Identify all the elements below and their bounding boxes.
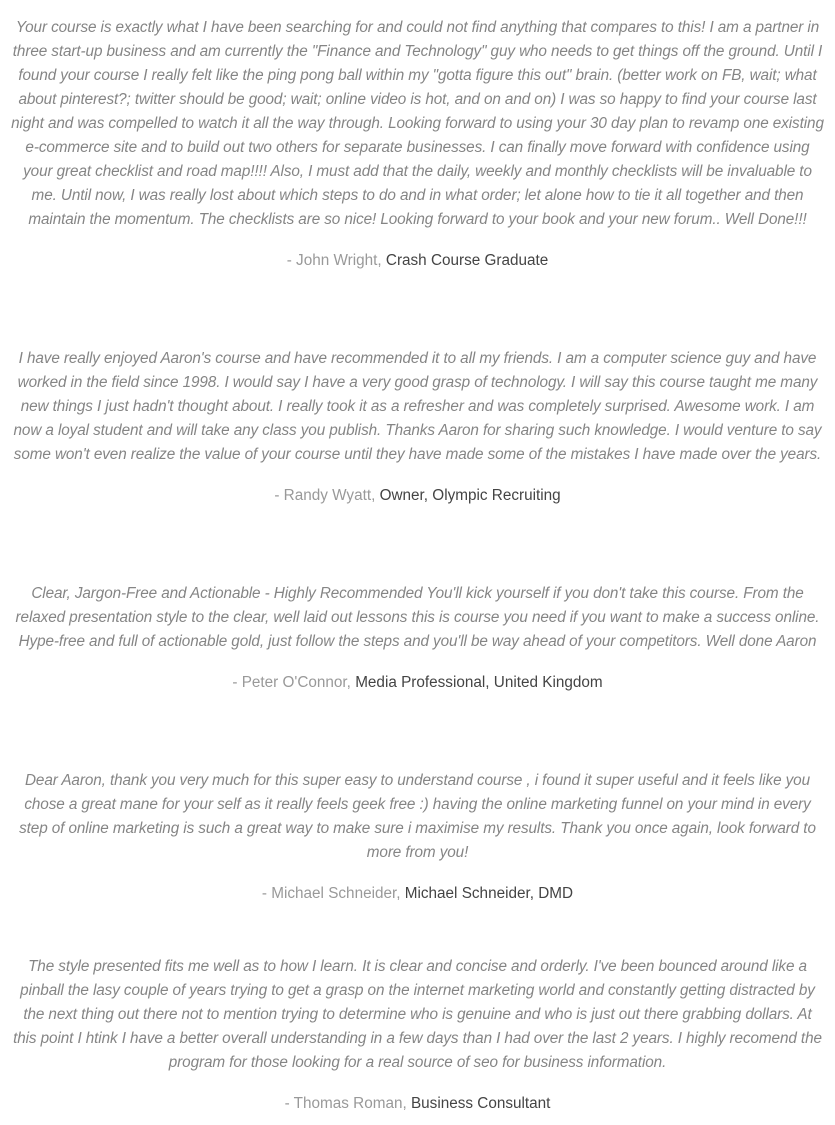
testimonial-attribution xyxy=(10,1092,825,1116)
testimonial-author: - Michael Schneider, xyxy=(261,885,405,902)
testimonial-item xyxy=(10,347,825,582)
testimonial-quote: Your course is exactly what I have been searching for and could not find anything that compares to this! I am a partner in three start-up business and am currently the "Finance and Technology" guy who needs to get things off the ground. Until I found your course I really felt like the ping pong ball within my "gotta figure this out" brain. (better work on FB, wait; what about pinterest?; twitter should be good; wait; online video is hot, and on and on) I was so happy to find your course last night and was compelled to watch it all the way through. Looking forward to using your 30 day plan to revamp one existing e-commerce site and to build out two others for separate businesses. I can finally move forward with confidence using your great checklist and road map!!!! Also, I must add that the daily, weekly and monthly checklists will be invaluable to me. Until now, I was really lost about which steps to do and in what order; let alone how to tie it all together and then maintain the momentum. The checklists are so nice! Looking forward to your book and your new forum.. Well Done!!! xyxy=(11,19,824,228)
testimonial-author: - John Wright, xyxy=(286,252,386,269)
testimonial-quote: Clear, Jargon-Free and Actionable - Highly Recommended You'll kick yourself if you don't take this course. From the relaxed presentation style to the clear, well laid out lessons this is course you need if you want to make a success online. Hype-free and full of actionable gold, just follow the steps and you'll be way ahead of your competitors. Well done Aaron xyxy=(15,585,820,650)
testimonial-role: Business Consultant xyxy=(410,1095,551,1112)
testimonial-item xyxy=(10,769,825,955)
testimonial-quote: I have really enjoyed Aaron's course and have recommended it to all my friends. I am a computer science guy and have worked in the field since 1998. I would say I have a very good grasp of technology. I will say this course taught me many new things I just hadn't thought about. I really took it as a refresher and was completely surprised. Awesome work. I am now a loyal student and will take any class you publish. Thanks Aaron for sharing such knowledge. I would venture to say some won't even realize the value of your course until they have made some of the mistakes I have made over the years. xyxy=(13,350,822,463)
testimonial-author: - Thomas Roman, xyxy=(284,1095,411,1112)
testimonial-item xyxy=(10,582,825,769)
testimonial-role: Michael Schneider, DMD xyxy=(404,885,574,902)
testimonial-author: - Randy Wyatt, xyxy=(274,487,380,504)
testimonial-item xyxy=(10,955,825,1116)
testimonial-role: Owner, Olympic Recruiting xyxy=(379,487,561,504)
testimonial-role: Media Professional, United Kingdom xyxy=(355,674,603,691)
testimonial-attribution xyxy=(10,249,825,273)
testimonial-quote: Dear Aaron, thank you very much for this super easy to understand course , i found it super useful and it feels like you chose a great mane for your self as it really feels geek free :) having the online marketing funnel on your mind in every step of online marketing is such a great way to make sure i maximise my results. Thank you once again, look forward to more from you! xyxy=(19,772,816,861)
testimonial-author: - Peter O'Connor, xyxy=(232,674,356,691)
testimonial-quote: The style presented fits me well as to how I learn. It is clear and concise and orderly. I've been bounced around like a pinball the lasy couple of years trying to get a grasp on the internet marketing world and constantly getting distracted by the next thing out there not to mention trying to determine who is genuine and who is just out there grabbing dollars. At this point I htink I have a better overall understanding in a few days than I had over the last 2 years. I highly recomend the program for those looking for a real source of seo for business information. xyxy=(13,958,822,1071)
testimonial-attribution xyxy=(10,882,825,906)
testimonial-role: Crash Course Graduate xyxy=(385,252,549,269)
testimonial-attribution xyxy=(10,484,825,508)
testimonial-attribution xyxy=(10,671,825,695)
testimonial-item xyxy=(10,16,825,347)
